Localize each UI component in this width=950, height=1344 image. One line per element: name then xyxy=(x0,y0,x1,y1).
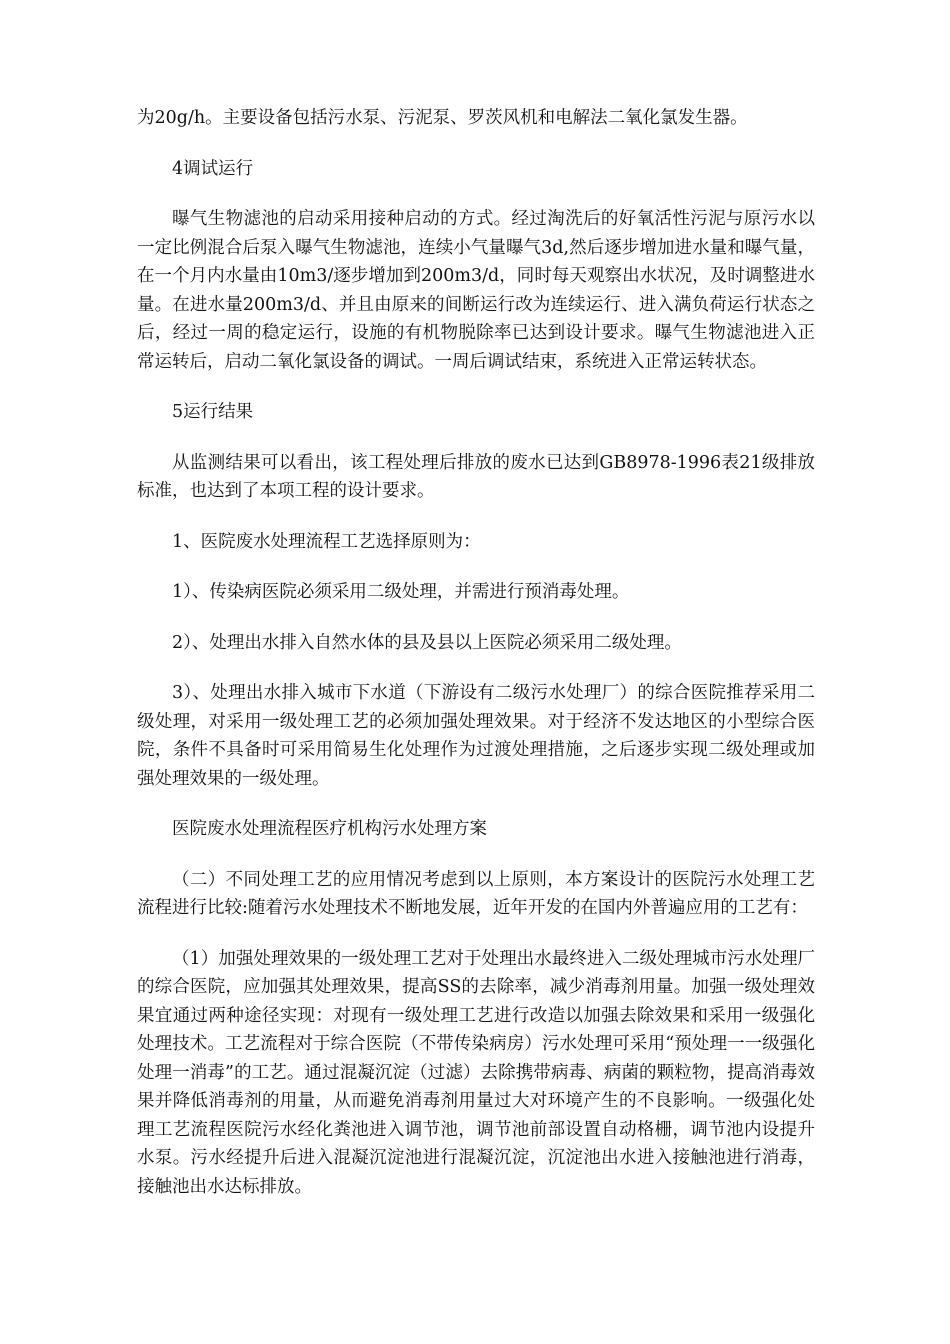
paragraph-process-comparison: （二）不同处理工艺的应用情况考虑到以上原则，本方案设计的医院污水处理工艺流程进行比较:随着污水处理技术不断地发展，近年开发的在国内外普遍应用的工艺有： xyxy=(137,869,815,918)
paragraph-principle-3: 3）、处理出水排入城市下水道（下游设有二级污水处理厂）的综合医院推荐采用二级处理，对采用一级处理工艺的必须加强处理效果。对于经济不发达地区的小型综合医院，条件不具备时可采用简易生化处理作为过渡处理措施，之后逐步实现二级处理或加强处理效果的一级处理。 xyxy=(137,683,815,789)
section-heading-commissioning: 4调试运行 xyxy=(172,158,254,179)
paragraph-results: 从监测结果可以看出，该工程处理后排放的废水已达到GB8978-1996表21级排放标准，也达到了本项工程的设计要求。 xyxy=(137,452,815,501)
paragraph-principles-title: 1、医院废水处理流程工艺选择原则为： xyxy=(172,531,481,552)
paragraph-principle-2: 2）、处理出水排入自然水体的县及县以上医院必须采用二级处理。 xyxy=(172,632,682,653)
document-body xyxy=(137,104,815,1223)
paragraph-equipment: 为20g/h。主要设备包括污水泵、污泥泵、罗茨风机和电解法二氧化氯发生器。 xyxy=(137,108,748,128)
paragraph-primary-treatment: （1）加强处理效果的一级处理工艺对于处理出水最终进入二级处理城市污水处理厂的综合医院，应加强其处理效果，提高SS的去除率，减少消毒剂用量。加强一级处理效果宜通过两种途径实现：对现有一级处理工艺进行改造以加强去除效果和采用一级强化处理技术。工艺流程对于综合医院（不带传染病房）污水处理可采用“预处理一一级强化处理一消毒”的工艺。通过混凝沉淀（过滤）去除携带病毒、病菌的颗粒物，提高消毒效果并降低消毒剂的用量，从而避免消毒剂用量过大对环境产生的不良影响。一级强化处理工艺流程医院污水经化粪池进入调节池，调节池前部设置自动格栅，调节池内设提升水泵。污水经提升后进入混凝沉淀池进行混凝沉淀，沉淀池出水进入接触池进行消毒，接触池出水达标排放。 xyxy=(137,948,815,1197)
paragraph-scheme-title: 医院废水处理流程医疗机构污水处理方案 xyxy=(172,819,487,839)
section-heading-results: 5运行结果 xyxy=(172,402,254,422)
paragraph-principle-1: 1）、传染病医院必须采用二级处理，并需进行预消毒处理。 xyxy=(172,582,630,602)
paragraph-commissioning: 曝气生物滤池的启动采用接种启动的方式。经过淘洗后的好氧活性污泥与原污水以一定比例混合后泵入曝气生物滤池，连续小气量曝气3d,然后逐步增加进水量和曝气量，在一个月内水量由10m3/逐步增加到200m3/d，同时每天观察出水状况，及时调整进水量。在进水量200m3/d、并且由原来的间断运行改为连续运行、进入满负荷运行状态之后，经过一周的稳定运行，设施的有机物脱除率已达到设计要求。曝气生物滤池进入正常运转后，启动二氧化氯设备的调试。一周后调试结束，系统进入正常运转状态。 xyxy=(137,209,815,372)
